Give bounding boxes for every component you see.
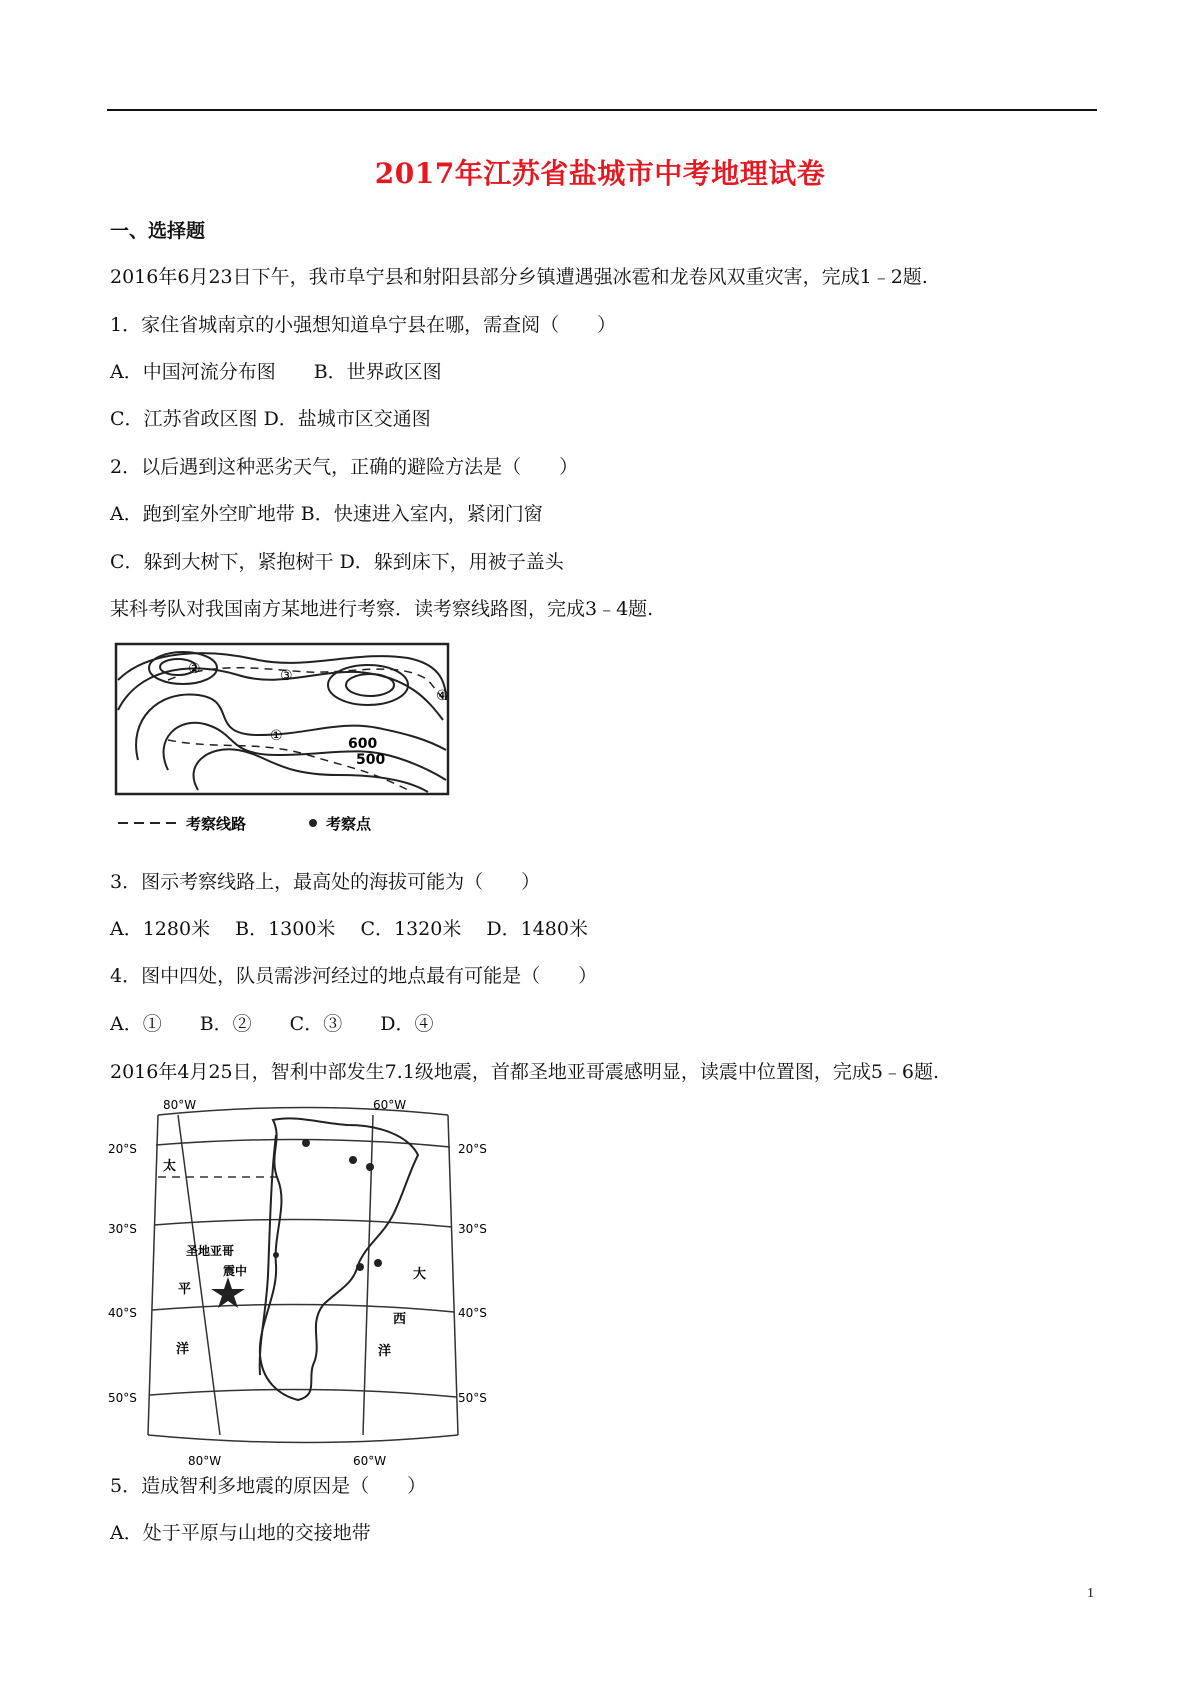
lat-40s-right: 40°S [458, 1306, 487, 1320]
south-america-map-figure [108, 1095, 498, 1474]
question-2-options-cd: C．躲到大树下，紧抱树干 D．躲到床下，用被子盖头 [110, 551, 564, 573]
point-3-label: ③ [280, 668, 293, 684]
lat-20s-left: 20°S [108, 1142, 137, 1156]
pacific-label-3: 洋 [176, 1342, 190, 1357]
lat-50s-right: 50°S [458, 1391, 487, 1405]
lon-80w-bottom: 80°W [188, 1454, 222, 1468]
south-america-map [108, 1095, 498, 1470]
question-1: 1．家住省城南京的小强想知道阜宁县在哪，需查阅（ ） [110, 314, 617, 336]
contour-label-600: 600 [348, 736, 378, 752]
point-2-label: ② [188, 661, 201, 677]
pacific-label-1: 太 [163, 1159, 177, 1174]
question-5: 5．造成智利多地震的原因是（ ） [110, 1475, 427, 1497]
intro-3: 2016年4月25日，智利中部发生7.1级地震，首都圣地亚哥震感明显，读震中位置图，完成5﹣6题. [110, 1061, 940, 1083]
lat-20s-right: 20°S [458, 1142, 487, 1156]
legend-point: 考察点 [326, 815, 372, 833]
pacific-label-2: 平 [178, 1282, 192, 1297]
page-title: 2017年江苏省盐城市中考地理试卷 [374, 157, 826, 190]
page-number: 1 [1087, 1586, 1094, 1601]
question-2: 2．以后遇到这种恶劣天气，正确的避险方法是（ ） [110, 456, 579, 478]
question-3: 3．图示考察线路上，最高处的海拔可能为（ ） [110, 871, 541, 893]
contour-label-500: 500 [356, 752, 386, 768]
lat-30s-left: 30°S [108, 1222, 137, 1236]
lon-60w-bottom: 60°W [353, 1454, 387, 1468]
legend-route: 考察线路 [186, 815, 247, 833]
question-3-options: A．1280米 B．1300米 C．1320米 D．1480米 [110, 918, 588, 940]
contour-map-figure [108, 640, 458, 844]
lat-30s-right: 30°S [458, 1222, 487, 1236]
question-4-options: A．① B．② C．③ D．④ [110, 1013, 434, 1035]
santiago-label: 圣地亚哥 [186, 1244, 235, 1258]
question-5-option-a: A．处于平原与山地的交接地带 [110, 1522, 371, 1544]
atlantic-label-2: 西 [393, 1312, 407, 1327]
epicenter-label: 震中 [223, 1264, 248, 1278]
intro-1: 2016年6月23日下午，我市阜宁县和射阳县部分乡镇遭遇强冰雹和龙卷风双重灾害，完成1﹣2题. [110, 266, 928, 288]
header-rule [107, 109, 1097, 111]
question-1-options-cd: C．江苏省政区图 D．盐城市区交通图 [110, 408, 431, 430]
section-heading: 一、选择题 [110, 220, 206, 242]
lat-50s-left: 50°S [108, 1391, 137, 1405]
atlantic-label-1: 大 [413, 1267, 427, 1282]
lat-40s-left: 40°S [108, 1306, 137, 1320]
atlantic-label-3: 洋 [378, 1344, 392, 1359]
lon-60w-top: 60°W [373, 1098, 407, 1112]
point-1-label: ① [270, 728, 283, 744]
lon-80w-top: 80°W [163, 1098, 197, 1112]
question-1-options-ab: A．中国河流分布图 B．世界政区图 [110, 361, 442, 383]
question-4: 4．图中四处，队员需涉河经过的地点最有可能是（ ） [110, 965, 598, 987]
intro-2: 某科考队对我国南方某地进行考察．读考察线路图，完成3﹣4题. [110, 598, 654, 620]
question-2-options-ab: A．跑到室外空旷地带 B．快速进入室内，紧闭门窗 [110, 503, 543, 525]
contour-map [108, 640, 458, 840]
point-4-label: ④ [436, 688, 449, 704]
